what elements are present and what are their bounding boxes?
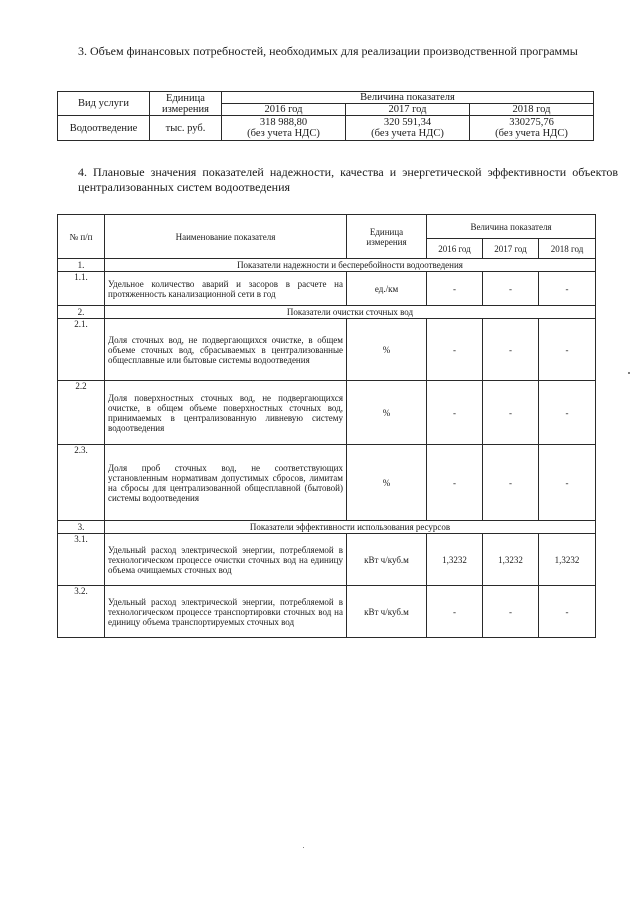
indicator-name: Удельное количество аварий и засоров в расчете на протяженность канализационной сети в год xyxy=(105,272,347,306)
row-number: 2.1. xyxy=(58,319,105,381)
value-amount: 330275,76 xyxy=(509,117,554,128)
value-2018: - xyxy=(539,445,596,521)
value-2017: - xyxy=(483,586,539,638)
indicator-name: Доля проб сточных вод, не соответствующих установленным нормативам допустимых сбросов, лимитам на сбросы для централизованной общесплавной (бытовой) системы водоотведения xyxy=(105,445,347,521)
col-unit-header: Единица измерения xyxy=(347,215,427,259)
value-2016: - xyxy=(427,272,483,306)
col-num-header: № п/п xyxy=(58,215,105,259)
value-amount: 318 988,80 xyxy=(259,117,308,128)
col-unit-header: Единица измерения xyxy=(150,92,222,116)
value-2017: 1,3232 xyxy=(483,534,539,586)
value-2018: - xyxy=(539,586,596,638)
financial-needs-table xyxy=(57,91,594,141)
table-row xyxy=(58,116,594,141)
col-value-header: Величина показателя xyxy=(222,92,594,104)
row-number: 2. xyxy=(58,306,105,319)
col-service-header: Вид услуги xyxy=(58,92,150,116)
indicator-name: Удельный расход электрической энергии, потребляемой в технологическом процессе очистки сточных вод на единицу объема очищаемых сточных вод xyxy=(105,534,347,586)
year-header-2017: 2017 год xyxy=(483,239,539,259)
year-header-2016: 2016 год xyxy=(222,104,346,116)
row-number: 2.3. xyxy=(58,445,105,521)
value-2017: - xyxy=(483,445,539,521)
row-number: 1. xyxy=(58,259,105,272)
value-2016: - xyxy=(427,445,483,521)
indicator-unit: % xyxy=(347,319,427,381)
table-row xyxy=(58,381,596,445)
indicator-unit: % xyxy=(347,445,427,521)
year-header-2017: 2017 год xyxy=(346,104,470,116)
section-4-heading: 4. Плановые значения показателей надежности, качества и энергетической эффективности объектов централизованных систем водоотведения xyxy=(78,165,618,194)
table-row xyxy=(58,272,596,306)
value-cell-2016 xyxy=(222,116,346,141)
value-2017: - xyxy=(483,319,539,381)
year-header-2018: 2018 год xyxy=(539,239,596,259)
value-note: (без учета НДС) xyxy=(371,128,444,139)
table-row xyxy=(58,319,596,381)
value-2016: 1,3232 xyxy=(427,534,483,586)
scan-speck xyxy=(628,372,630,374)
value-cell-2017 xyxy=(346,116,470,141)
indicators-table xyxy=(57,214,596,638)
row-number: 3.1. xyxy=(58,534,105,586)
value-2017: - xyxy=(483,272,539,306)
indicator-name: Удельный расход электрической энергии, потребляемой в технологическом процессе транспортировки сточных вод на единицу объема транспортируемых сточных вод xyxy=(105,586,347,638)
indicator-name: Доля поверхностных сточных вод, не подвергающихся очистке, в общем объеме поверхностных сточных вод, принимаемых в централизованную ливневую систему водоотведения xyxy=(105,381,347,445)
value-2018: 1,3232 xyxy=(539,534,596,586)
indicator-unit: % xyxy=(347,381,427,445)
col-name-header: Наименование показателя xyxy=(105,215,347,259)
row-number: 1.1. xyxy=(58,272,105,306)
value-note: (без учета НДС) xyxy=(247,128,320,139)
value-2018: - xyxy=(539,272,596,306)
value-amount: 320 591,34 xyxy=(383,117,432,128)
table-row xyxy=(58,534,596,586)
year-header-2018: 2018 год xyxy=(470,104,594,116)
table-row xyxy=(58,445,596,521)
value-cell-2018 xyxy=(470,116,594,141)
year-header-2016: 2016 год xyxy=(427,239,483,259)
section-row xyxy=(58,306,596,319)
section-title: Показатели очистки сточных вод xyxy=(105,306,596,319)
indicator-unit: кВт ч/куб.м xyxy=(347,534,427,586)
section-title: Показатели эффективности использования ресурсов xyxy=(105,521,596,534)
section-title: Показатели надежности и бесперебойности водоотведения xyxy=(105,259,596,272)
section-row xyxy=(58,521,596,534)
value-2017: - xyxy=(483,381,539,445)
section-3-heading: 3. Объем финансовых потребностей, необходимых для реализации производственной программы xyxy=(78,44,578,58)
row-number: 3.2. xyxy=(58,586,105,638)
value-2016: - xyxy=(427,586,483,638)
scan-speck xyxy=(303,847,304,848)
row-number: 2.2 xyxy=(58,381,105,445)
unit-cell: тыс. руб. xyxy=(150,116,222,141)
col-value-header: Величина показателя xyxy=(427,215,596,239)
indicator-unit: кВт ч/куб.м xyxy=(347,586,427,638)
indicator-name: Доля сточных вод, не подвергающихся очистке, в общем объеме сточных вод, сбрасываемых в централизованные общесплавные или бытовые системы водоотведения xyxy=(105,319,347,381)
service-cell: Водоотведение xyxy=(58,116,150,141)
value-note: (без учета НДС) xyxy=(495,128,568,139)
table-row xyxy=(58,586,596,638)
value-2018: - xyxy=(539,381,596,445)
section-row xyxy=(58,259,596,272)
value-2016: - xyxy=(427,319,483,381)
value-2016: - xyxy=(427,381,483,445)
indicator-unit: ед./км xyxy=(347,272,427,306)
value-2018: - xyxy=(539,319,596,381)
row-number: 3. xyxy=(58,521,105,534)
